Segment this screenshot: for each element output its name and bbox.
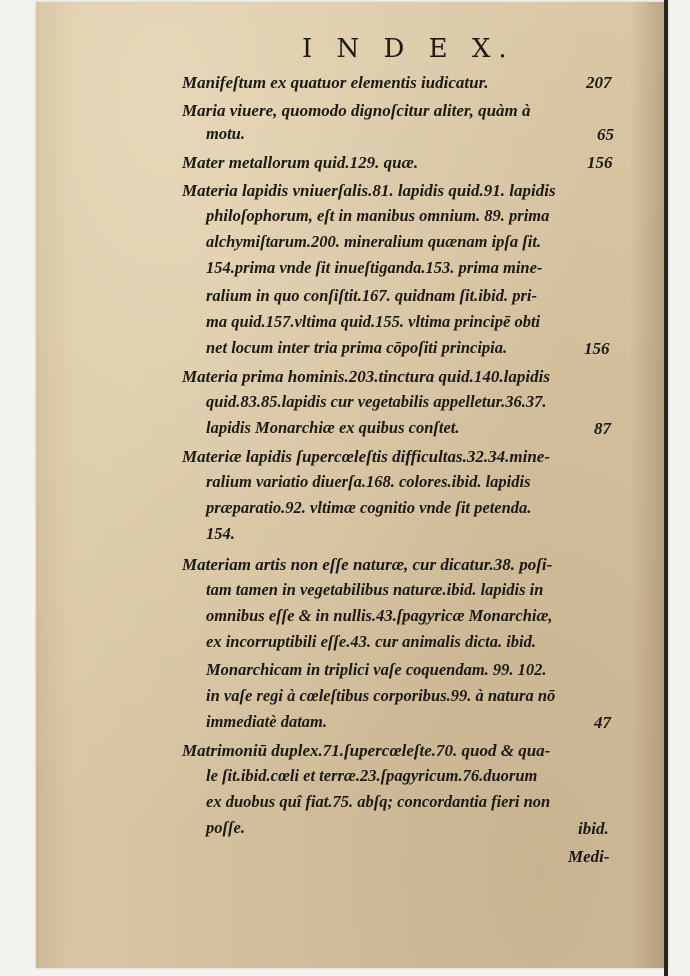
catchword: Medi- [568,847,610,866]
index-entry-line: 154.prima vnde ſit inueſtiganda.153. prima mine- [206,258,543,277]
index-entry-line: ex incorruptibili eſſe.43. cur animalis dicta. ibid. [206,632,536,651]
index-entry-line: Matrimoniū duplex.71.ſupercœleſte.70. quod & qua- [182,741,551,760]
index-entry-line: præparatio.92. vltimæ cognitio vnde ſit petenda. [206,498,532,517]
index-entry-line: poſſe. [206,818,245,837]
index-entry-line: Monarchicam in triplici vaſe coquendam. 99. 102. [206,660,547,679]
index-entry-line: ralium variatio diuerſa.168. colores.ibid. lapidis [206,472,531,491]
index-entry-line: alchymiſtarum.200. mineralium quænam ipſa ſit. [206,232,542,251]
index-entry-line: in vaſe regi à cœleſtibus corporibus.99. à natura nō [206,686,556,705]
page-reference: 207 [586,73,612,92]
index-entry-line: ralium in quo conſiſtit.167. quidnam ſit.ibid. pri- [206,286,537,305]
page-reference: 156 [587,153,613,172]
index-entry-line: Materia lapidis vniuerſalis.81. lapidis quid.91. lapidis [182,181,556,200]
index-entry-line: Materia prima hominis.203.tinctura quid.140.lapidis [182,367,550,386]
index-entry-line: ma quid.157.vltima quid.155. vltima principē obti [206,312,541,331]
page-reference: 87 [594,419,611,438]
page-reference: 65 [597,125,614,144]
index-entry-line: lapidis Monarchiæ ex quibus conſtet. [206,418,460,437]
index-entry-line: ex duobus quî fiat.75. abſq; concordantia fieri non [206,792,551,811]
page-gutter-shadow [664,0,668,976]
index-entry-line: net locum inter tria prima cōpoſiti principia. [206,338,508,357]
index-entry-line: le ſit.ibid.cœli et terræ.23.ſpagyricum.76.duorum [206,766,538,785]
index-entry-line: Materiam artis non eſſe naturæ, cur dicatur.38. poſi- [182,555,553,574]
page-reference: 47 [594,713,611,732]
index-entry-line: 154. [206,524,235,543]
index-entry-line: motu. [206,124,245,143]
page-reference: ibid. [578,819,609,838]
index-entry-line: immediatè datam. [206,712,327,731]
index-entry-line: Manifeſtum ex quatuor elementis iudicatur. [182,73,489,92]
index-entry-line: Materiæ lapidis ſupercœleſtis difficultas.32.34.mine- [182,447,551,466]
index-entry-line: Maria viuere, quomodo dignoſcitur aliter, quàm à [182,101,531,120]
page-header: I N D E X. [302,34,515,64]
index-entry-line: philoſophorum, eſt in manibus omnium. 89. prima [206,206,550,225]
index-entry-line: tam tamen in vegetabilibus naturæ.ibid. lapidis in [206,580,544,599]
index-entry-line: Mater metallorum quid.129. quæ. [182,153,419,172]
index-entry-line: omnibus eſſe & in nullis.43.ſpagyricæ Monarchiæ, [206,606,553,625]
index-entry-line: quid.83.85.lapidis cur vegetabilis appelletur.36.37. [206,392,547,411]
page-reference: 156 [584,339,610,358]
